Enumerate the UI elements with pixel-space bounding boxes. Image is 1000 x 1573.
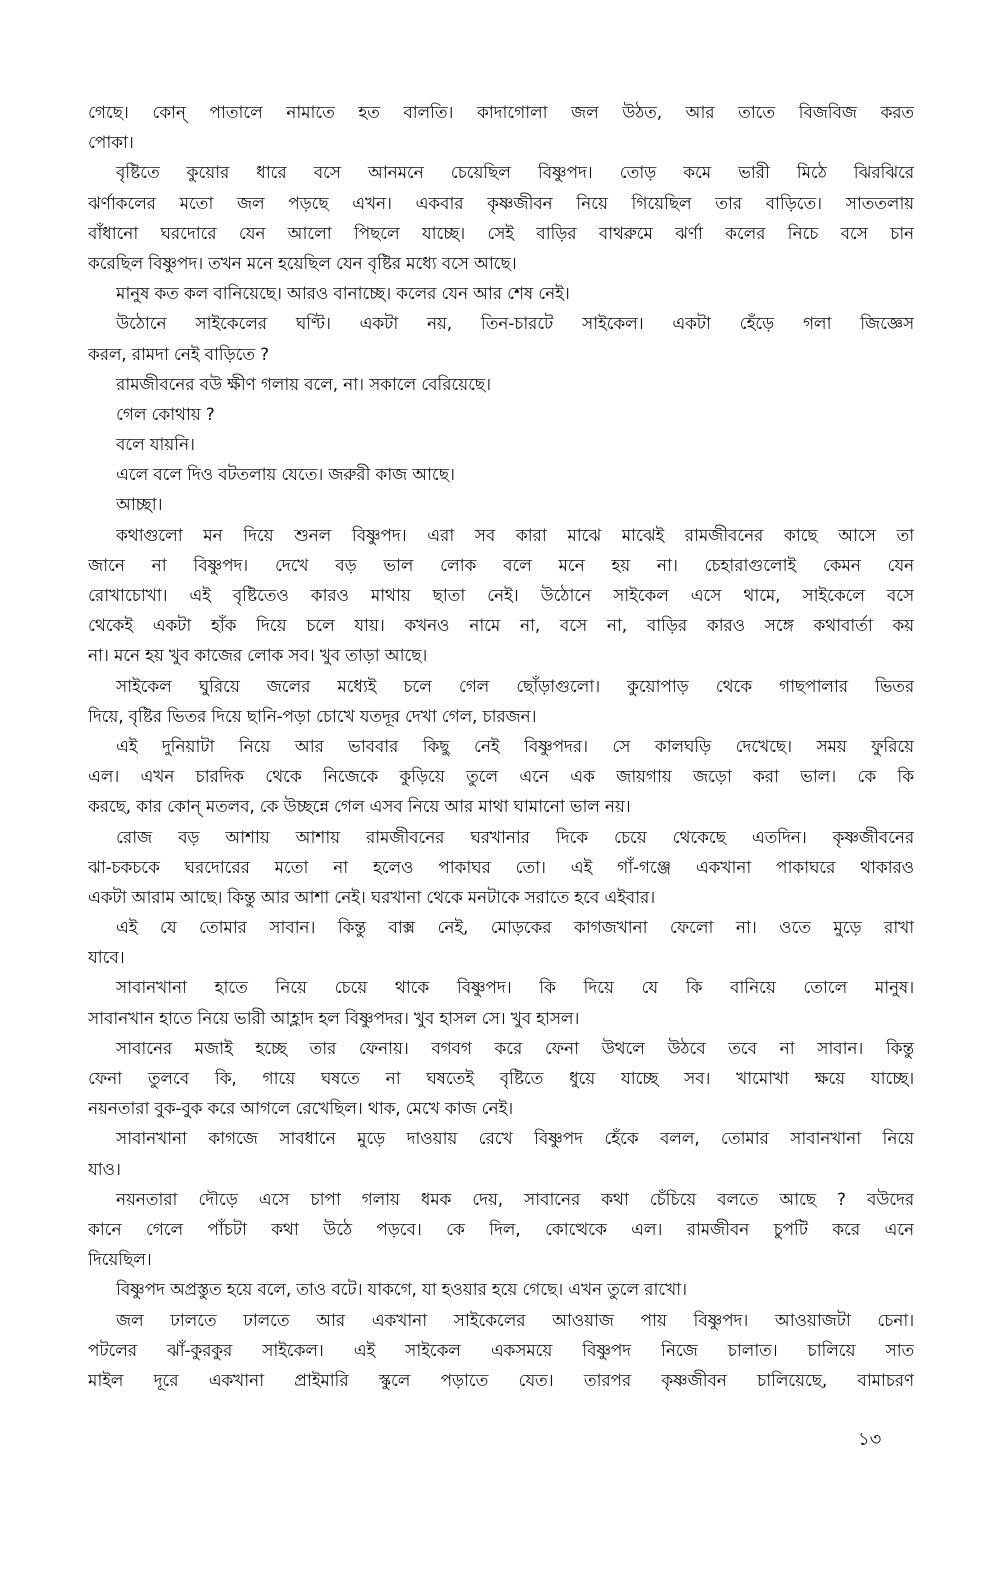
text-line: মানুষ কত কল বানিয়েছে। আরও বানাচ্ছে। কলের যেন আর শেষ নেই। (116, 284, 570, 305)
text-line: বলে যায়নি। (116, 435, 195, 456)
text-line: সাবানখান হাতে নিয়ে ভারী আহ্লাদ হল বিষ্ণুপদর। খুব হাসল সে। খুব হাসল। (88, 1008, 580, 1029)
text-line: এলে বলে দিও বটতলায় যেতে। জরুরী কাজ আছে। (116, 465, 455, 486)
text-line: করল, রামদা নেই বাড়িতে ? (88, 344, 269, 365)
text-line: দিয়েছিল। (88, 1250, 152, 1271)
text-line: পোকা। (88, 133, 134, 154)
text-line: বাঁধানো ঘরদোরে যেন আলো পিছলে যাচ্ছে। সেই বাড়ির বাথরুমে ঝর্ণা কলের নিচে বসে চান (88, 223, 914, 244)
text-line: উঠোনে সাইকেলের ঘণ্টি। একটা নয়, তিন-চারটে সাইকেল। একটা হেঁড়ে গলা জিজ্ঞেস (116, 314, 914, 335)
text-line: কথাগুলো মন দিয়ে শুনল বিষ্ণুপদ। এরা সব কারা মাঝে মাঝেই রামজীবনের কাছে আসে তা (116, 525, 914, 546)
text-line: মাইল দূরে একখানা প্রাইমারি স্কুলে পড়াতে যেত। তারপর কৃষ্ণজীবন চালিয়েছে, বামাচরণ (88, 1370, 914, 1391)
page-number: ১৩ (858, 1429, 882, 1450)
text-line: রোজ বড় আশায় আশায় রামজীবনের ঘরখানার দিকে চেয়ে থেকেছে এতদিন। কৃষ্ণজীবনের (116, 827, 914, 848)
text-line: না। মনে হয় খুব কাজের লোক সব। খুব তাড়া আছে। (88, 646, 428, 667)
text-line: গেছে। কোন্ পাতালে নামাতে হত বালতি। কাদাগোলা জল উঠত, আর তাতে বিজবিজ করত (88, 103, 914, 123)
text-line: সাবানের মজাই হচ্ছে তার ফেনায়। বগবগ করে ফেনা উথলে উঠবে তবে না সাবান। কিন্তু (116, 1038, 914, 1059)
text-line: সাবানখানা কাগজে সাবধানে মুড়ে দাওয়ায় রেখে বিষ্ণুপদ হেঁকে বলল, তোমার সাবানখানা নিয়ে (116, 1129, 914, 1150)
text-line: এই যে তোমার সাবান। কিন্তু বাক্স নেই, মোড়কের কাগজখানা ফেলো না। ওতে মুড়ে রাখা (116, 918, 914, 939)
text-line: রামজীবনের বউ ক্ষীণ গলায় বলে, না। সকালে বেরিয়েছে। (116, 374, 491, 395)
text-line: সাইকেল ঘুরিয়ে জলের মধ্যেই চলে গেল ছোঁড়াগুলো। কুয়োপাড় থেকে গাছপালার ভিতর (116, 676, 914, 697)
text-line: জল ঢালতে ঢালতে আর একখানা সাইকেলের আওয়াজ পায় বিষ্ণুপদ। আওয়াজটা চেনা। (116, 1310, 914, 1331)
text-line: ফেনা তুলবে কি, গায়ে ঘষতে না ঘষতেই বৃষ্টিতে ধুয়ে যাচ্ছে সব। খামোখা ক্ষয়ে যাচ্ছে। (88, 1069, 914, 1089)
text-line: ঝা-চকচকে ঘরদোরের মতো না হলেও পাকাঘর তো। এই গাঁ-গঞ্জে একখানা পাকাঘরে থাকারও (88, 857, 914, 878)
text-line: সাবানখানা হাতে নিয়ে চেয়ে থাকে বিষ্ণুপদ। কি দিয়ে যে কি বানিয়ে তোলে মানুষ। (116, 978, 914, 999)
text-line: কানে গেলে পাঁচটা কথা উঠে পড়বে। কে দিল, কোত্থেকে এল। রামজীবন চুপটি করে এনে (88, 1219, 914, 1240)
text-line: এই দুনিয়াটা নিয়ে আর ভাববার কিছু নেই বিষ্ণুপদর। সে কালঘড়ি দেখেছে। সময় ফুরিয়ে (116, 736, 914, 757)
body-text (88, 98, 914, 1396)
text-line: যাও। (88, 1159, 121, 1180)
text-line: জানে না বিষ্ণুপদ। দেখে বড় ভাল লোক বলে মনে হয় না। চেহারাগুলোই কেমন যেন (88, 555, 914, 576)
text-line: দিয়ে, বৃষ্টির ভিতর দিয়ে ছানি-পড়া চোখে যতদূর দেখা গেল, চারজন। (88, 706, 537, 727)
text-line: নয়নতারা দৌড়ে এসে চাপা গলায় ধমক দেয়, সাবানের কথা চেঁচিয়ে বলতে আছে ? বউদের (116, 1189, 914, 1210)
text-line: বৃষ্টিতে কুয়োর ধারে বসে আনমনে চেয়েছিল বিষ্ণুপদ। তোড় কমে ভারী মিঠে ঝিরঝিরে (116, 163, 914, 184)
text-line: নয়নতারা বুক-বুক করে আগলে রেখেছিল। থাক, মেখে কাজ নেই। (88, 1099, 514, 1120)
text-line: যাবে। (88, 948, 125, 969)
text-line: করছে, কার কোন্ মতলব, কে উচ্ছন্নে গেল এসব নিয়ে আর মাথা ঘামানো ভাল নয়। (88, 797, 631, 818)
text-line: পটলের ঝাঁ-কুরকুর সাইকেল। এই সাইকেল একসময়ে বিষ্ণুপদ নিজে চালাত। চালিয়ে সাত (88, 1340, 914, 1361)
text-line: এল। এখন চারদিক থেকে নিজেকে কুড়িয়ে তুলে এনে এক জায়গায় জড়ো করা ভাল। কে কি (88, 767, 914, 788)
text-line: করেছিল বিষ্ণুপদ। তখন মনে হয়েছিল যেন বৃষ্টির মধ্যে বসে আছে। (88, 253, 517, 274)
text-line: গেল কোথায় ? (116, 404, 215, 425)
text-line: একটা আরাম আছে। কিন্তু আর আশা নেই। ঘরখানা থেকে মনটাকে সরাতে হবে এইবার। (88, 887, 655, 908)
text-line: ঝর্ণাকলের মতো জল পড়ছে এখন। একবার কৃষ্ণজীবন নিয়ে গিয়েছিল তার বাড়িতে। সাততলায় (88, 193, 914, 214)
text-line: আচ্ছা। (116, 495, 163, 516)
text-line: বিষ্ণুপদ অপ্রস্তুত হয়ে বলে, তাও বটে। যাকগে, যা হওয়ার হয়ে গেছে। এখন তুলে রাখো। (116, 1280, 687, 1301)
text-line: রোখাচোখা। এই বৃষ্টিতেও কারও মাথায় ছাতা নেই। উঠোনে সাইকেল এসে থামে, সাইকেলে বসে (88, 586, 914, 606)
text-line: থেকেই একটা হাঁক দিয়ে চলে যায়। কখনও নামে না, বসে না, বাড়ির কারও সঙ্গে কথাবার্তা কয় (88, 616, 914, 637)
